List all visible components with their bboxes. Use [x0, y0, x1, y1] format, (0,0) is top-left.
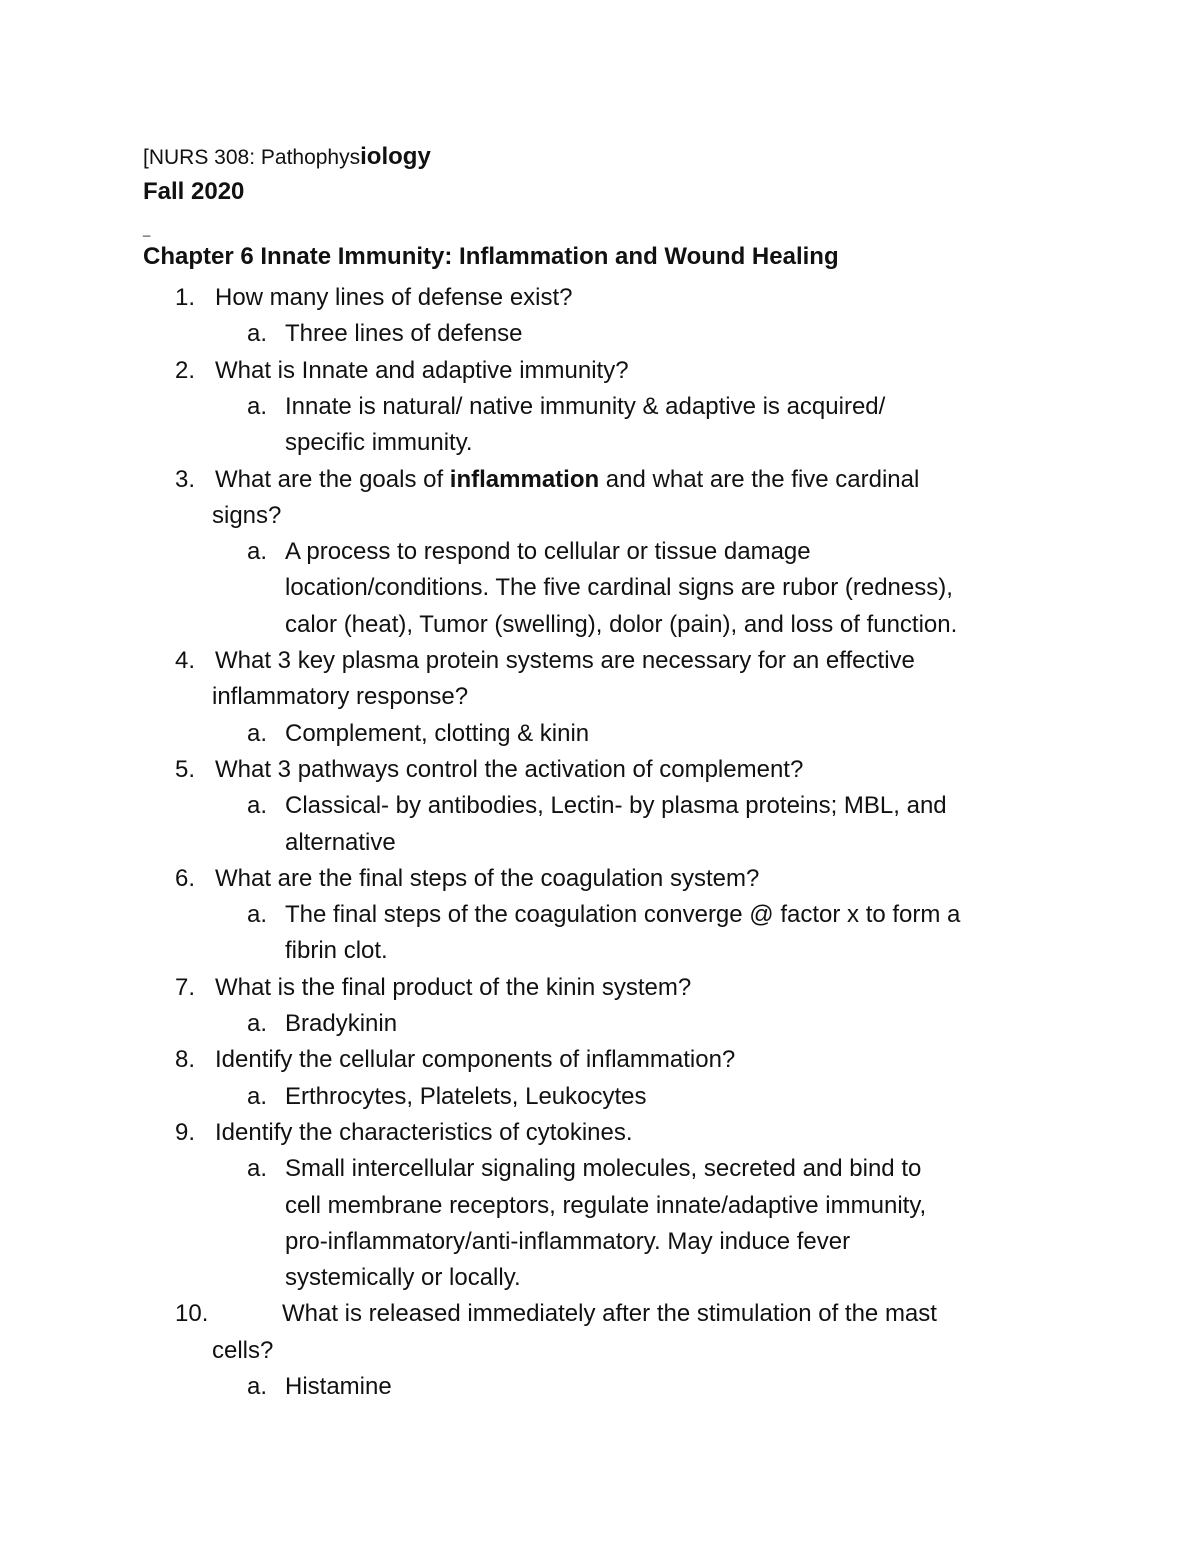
answer-text: specific immunity.	[285, 429, 473, 457]
question-number: 5.	[175, 755, 196, 783]
answer-text: Three lines of defense	[285, 320, 523, 348]
question-number: 3.	[175, 465, 196, 493]
answer-text: alternative	[285, 828, 396, 856]
question-text	[215, 462, 919, 498]
answer-label: a.	[247, 901, 268, 929]
answer-label: a.	[247, 1010, 268, 1037]
answer-text: location/conditions. The five cardinal signs are rubor (redness),	[285, 574, 953, 602]
answer-label: a.	[247, 1082, 268, 1110]
question-number: 7.	[175, 973, 196, 1001]
question-number: 4.	[175, 647, 196, 674]
chapter-title: Chapter 6 Innate Immunity: Inflammation and Wound Healing	[143, 243, 839, 270]
question-text: Identify the characteristics of cytokines.	[215, 1118, 633, 1146]
answer-label: a.	[247, 538, 268, 566]
answer-label: a.	[247, 719, 268, 747]
question-text: What is the final product of the kinin system?	[215, 973, 692, 1001]
answer-label: a.	[247, 1373, 268, 1400]
answer-label: a.	[247, 792, 268, 820]
answer-text: Classical- by antibodies, Lectin- by plasma proteins; MBL, and	[285, 792, 947, 820]
question-text-part: and what are the five cardinal	[599, 465, 920, 493]
answer-text: Erthrocytes, Platelets, Leukocytes	[285, 1082, 647, 1110]
answer-label: a.	[247, 392, 268, 420]
question-text: What is released immediately after the stimulation of the mast	[282, 1300, 937, 1328]
question-number: 10.	[175, 1300, 209, 1328]
question-text: Identify the cellular components of inflammation?	[215, 1046, 736, 1074]
answer-text: calor (heat), Tumor (swelling), dolor (pain), and loss of function.	[285, 610, 958, 638]
question-number: 9.	[175, 1118, 196, 1146]
answer-text: Histamine	[285, 1373, 392, 1400]
course-prefix: [NURS 308: Pathophys	[143, 146, 361, 169]
answer-label: a.	[247, 1155, 268, 1183]
question-text: What is Innate and adaptive immunity?	[215, 356, 629, 384]
question-keyword: inflammation	[449, 465, 600, 493]
answer-text: Innate is natural/ native immunity & adaptive is acquired/	[285, 392, 886, 420]
question-number: 1.	[175, 284, 196, 311]
answer-label: a.	[247, 320, 268, 348]
answer-text: Bradykinin	[285, 1010, 398, 1037]
answer-text: fibrin clot.	[285, 937, 388, 965]
answer-text: systemically or locally.	[285, 1264, 521, 1292]
answer-text: A process to respond to cellular or tissue damage	[285, 538, 811, 566]
course-suffix: iology	[360, 143, 431, 170]
answer-text: Complement, clotting & kinin	[285, 719, 590, 747]
question-text: signs?	[212, 501, 282, 529]
course-heading	[143, 143, 431, 171]
question-text: What are the final steps of the coagulation system?	[215, 864, 760, 892]
answer-text: Small intercellular signaling molecules, secreted and bind to	[285, 1155, 922, 1183]
separator-mark: _	[143, 222, 151, 237]
answer-text: cell membrane receptors, regulate innate/adaptive immunity,	[285, 1191, 927, 1219]
question-text: How many lines of defense exist?	[215, 284, 573, 311]
question-number: 2.	[175, 356, 196, 384]
question-text: inflammatory response?	[212, 683, 469, 711]
answer-text: The final steps of the coagulation converge @ factor x to form a	[285, 901, 961, 929]
term-heading: Fall 2020	[143, 178, 245, 205]
question-text-part: What are the goals of	[215, 465, 450, 493]
question-number: 6.	[175, 864, 196, 892]
answer-text: pro-inflammatory/anti-inflammatory. May induce fever	[285, 1227, 851, 1255]
question-number: 8.	[175, 1046, 196, 1074]
question-text: What 3 pathways control the activation of complement?	[215, 755, 804, 783]
question-text: cells?	[212, 1336, 274, 1364]
question-text: What 3 key plasma protein systems are necessary for an effective	[215, 647, 915, 674]
